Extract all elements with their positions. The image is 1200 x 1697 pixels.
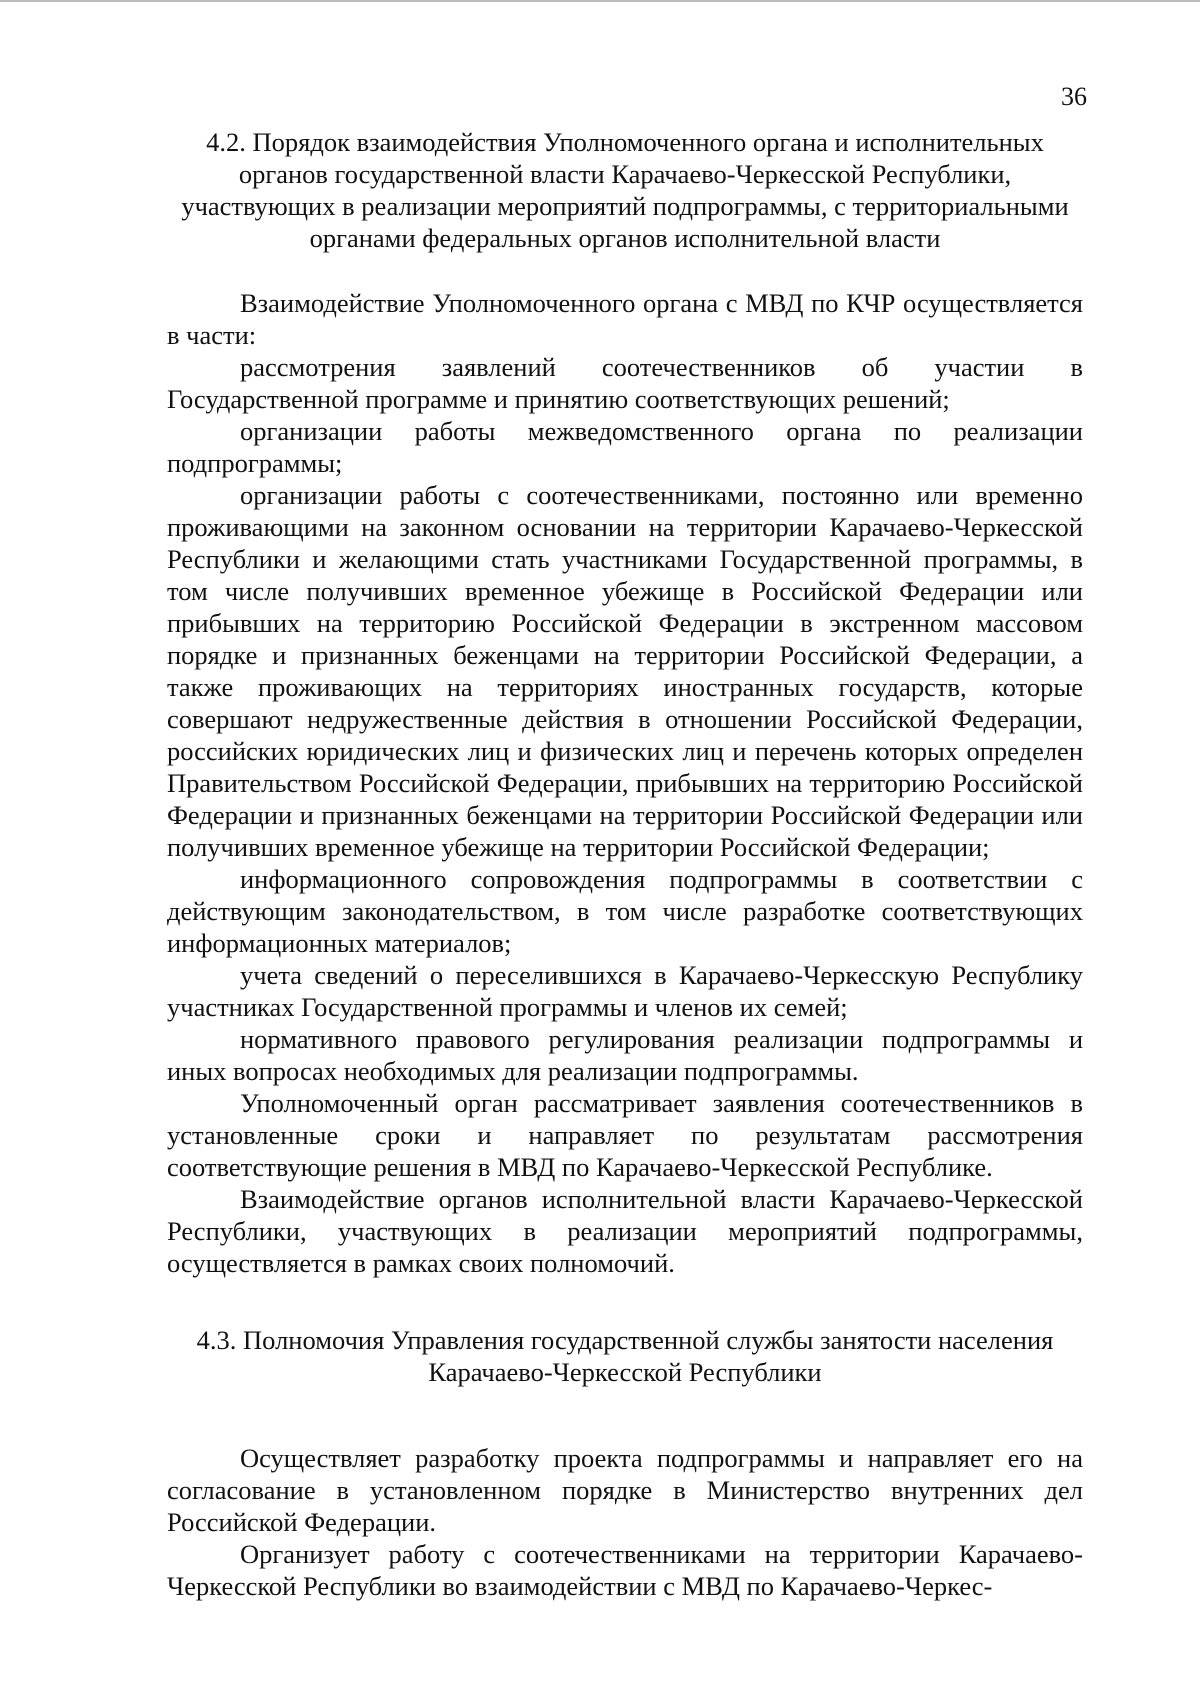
paragraph: организации работы межведомственного органа по реализации подпрограммы; <box>167 416 1083 478</box>
paragraph: информационного сопровождения подпрограммы в соответствии с действующим законодательством, в том числе разработке соответствующих информационных материалов; <box>167 864 1083 958</box>
paragraph: Взаимодействие Уполномоченного органа с МВД по КЧР осуществляется в части: <box>167 288 1083 350</box>
scan-top-edge <box>0 0 1200 2</box>
paragraph: рассмотрения заявлений соотечественников об участии в Государственной программе и принятию соответствующих решений; <box>167 352 1083 414</box>
paragraph: Уполномоченный орган рассматривает заявления соотечественников в установленные сроки и направляет по результатам рассмотрения соответствующие решения в МВД по Карачаево-Черкесской Республике. <box>167 1088 1083 1182</box>
paragraph: нормативного правового регулирования реализации подпрограммы и иных вопросах необходимых для реализации подпрограммы. <box>167 1024 1083 1086</box>
paragraph: Организует работу с соотечественниками на территории Карачаево-Черкесской Республики во взаимодействии с МВД по Карачаево-Черкес- <box>167 1539 1083 1601</box>
paragraph: организации работы с соотечественниками, постоянно или временно проживающими на законном основании на территории Карачаево-Черкесской Республики и желающими стать участниками Государственной программы, в том числе получивших временное убежище в Российской Федерации или прибывших на территорию Российской Федерации в экстренном массовом порядке и признанных беженцами на территории Российской Федерации, а также проживающих на территориях иностранных государств, которые совершают недружественные действия в отношении Российской Федерации, российских юридических лиц и физических лиц и перечень которых определен Правительством Российской Федерации, прибывших на территорию Российской Федерации и признанных беженцами на территории Российской Федерации или получивших временное убежище на территории Российской Федерации; <box>167 480 1083 862</box>
paragraph: Осуществляет разработку проекта подпрограммы и направляет его на согласование в установленном порядке в Министерство внутренних дел Российской Федерации. <box>167 1443 1083 1537</box>
section-heading-4-2: 4.2. Порядок взаимодействия Уполномоченного органа и исполнительных органов государственной власти Карачаево-Черкесской Республики, участвующих в реализации мероприятий подпрограммы, с территориальными органами федеральных органов исполнительной власти <box>181 127 1069 253</box>
paragraph: учета сведений о переселившихся в Карачаево-Черкесскую Республику участниках Государственной программы и членов их семей; <box>167 960 1083 1022</box>
section-heading-4-3: 4.3. Полномочия Управления государственной службы занятости населения Карачаево-Черкесской Республики <box>196 1325 1054 1387</box>
page-number: 36 <box>1061 82 1087 111</box>
paragraph: Взаимодействие органов исполнительной власти Карачаево-Черкесской Республики, участвующих в реализации мероприятий подпрограммы, осуществляется в рамках своих полномочий. <box>167 1184 1083 1278</box>
page-content <box>167 126 1083 1602</box>
